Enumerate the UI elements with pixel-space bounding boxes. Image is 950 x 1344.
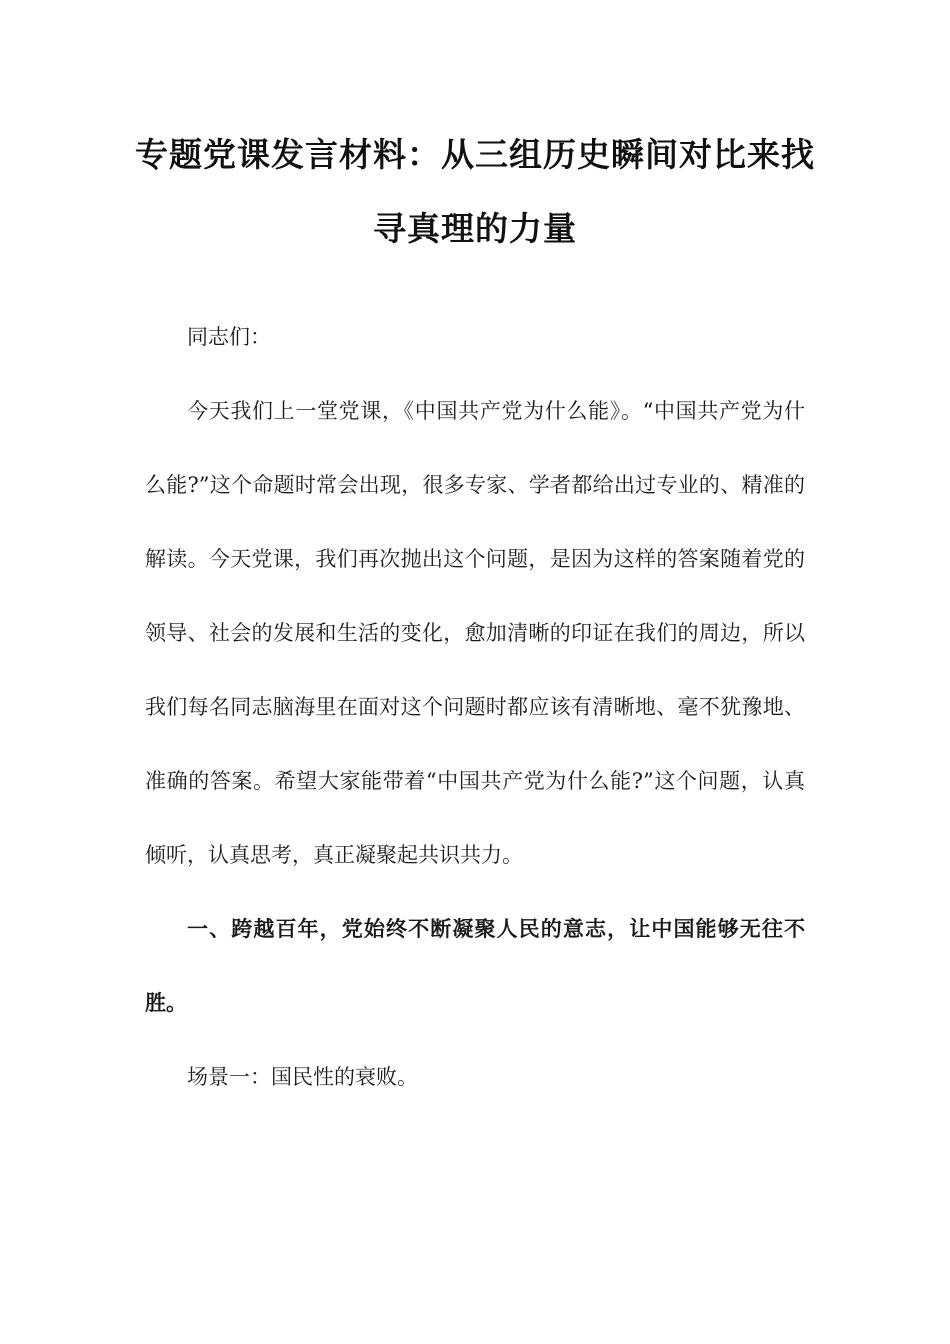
intro-paragraph: 今天我们上一堂党课，《中国共产党为什么能》。“中国共产党为什么能?”这个命题时常会出现，很多专家、学者都给出过专业的、精准的解读。今天党课，我们再次抛出这个问题，是因为这样的答案随着党的领导、社会的发展和生活的变化，愈加清晰的印证在我们的周边，所以我们每名同志脑海里在面对这个问题时都应该有清晰地、毫不犹豫地、准确的答案。希望大家能带着“中国共产党为什么能?”这个问题，认真倾听，认真思考，真正凝聚起共识共力。 xyxy=(145,399,805,867)
salutation-paragraph: 同志们： xyxy=(187,325,271,349)
scene-paragraph: 场景一：国民性的衰败。 xyxy=(187,1065,418,1089)
section-heading: 一、跨越百年，党始终不断凝聚人民的意志，让中国能够无往不胜。 xyxy=(145,917,805,1015)
document-title: 专题党课发言材料：从三组历史瞬间对比来找寻真理的力量 xyxy=(135,135,815,248)
document-body xyxy=(145,300,805,1114)
